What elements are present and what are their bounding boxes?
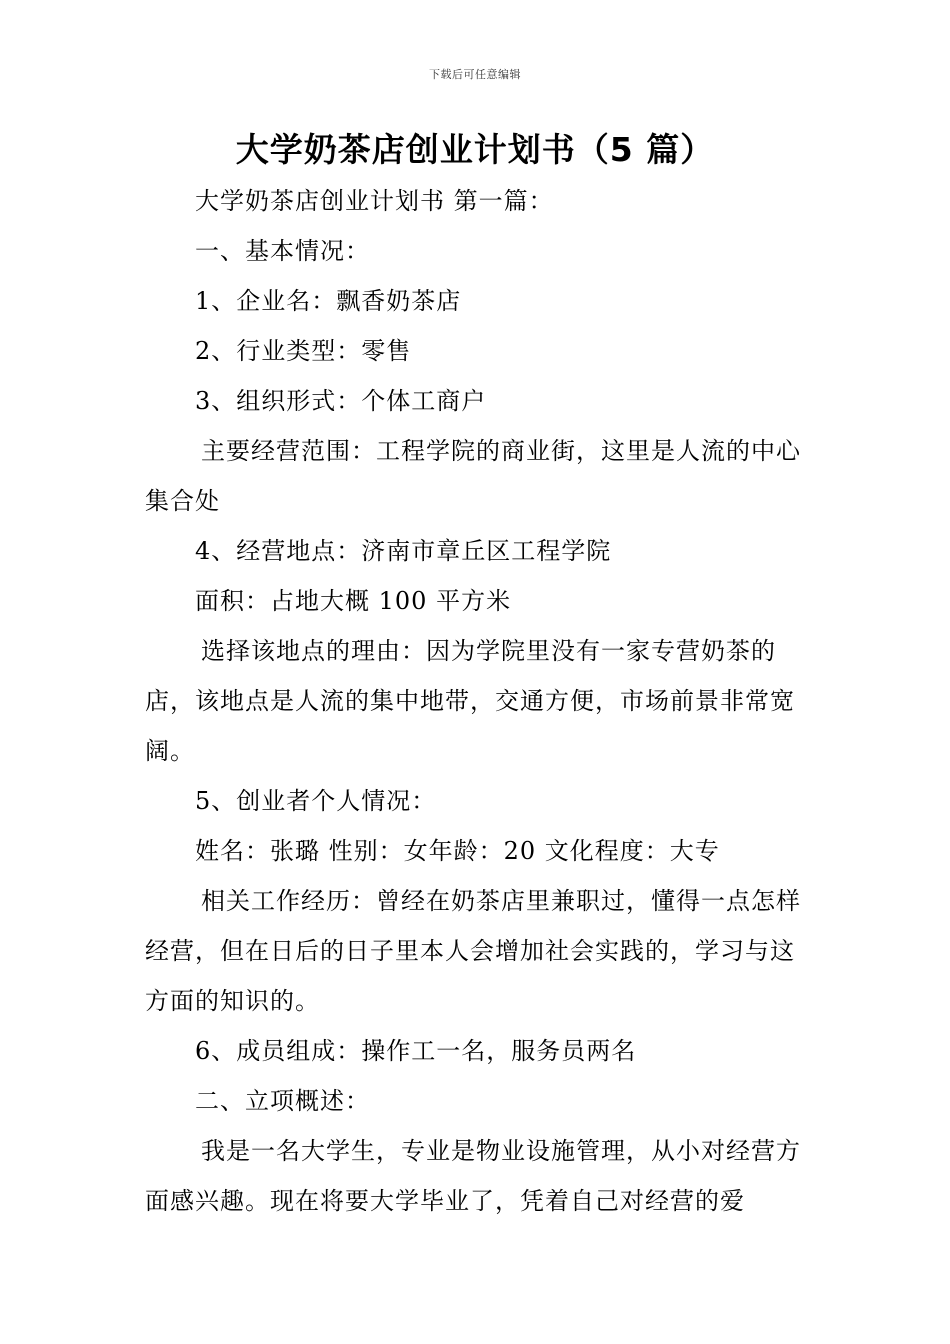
paragraph-founder-details: 姓名：张璐 性别：女年龄：20 文化程度：大专 <box>195 837 720 865</box>
paragraph-work-experience: 相关工作经历：曾经在奶茶店里兼职过，懂得一点怎样经营，但在日后的日子里本人会增加社会实践的，学习与这方面的知识的。 <box>145 887 801 1015</box>
paragraph-business-location: 4、经营地点：济南市章丘区工程学院 <box>195 537 612 565</box>
document-title: 大学奶茶店创业计划书（5 篇） <box>235 130 715 169</box>
paragraph-founder-heading: 5、创业者个人情况： <box>195 787 437 815</box>
paragraph-business-scope: 主要经营范围：工程学院的商业街，这里是人流的中心集合处 <box>145 437 801 515</box>
paragraph-area: 面积：占地大概 100 平方米 <box>195 587 512 615</box>
paragraph-project-overview: 我是一名大学生，专业是物业设施管理，从小对经营方面感兴趣。现在将要大学毕业了，凭着自己对经营的爱 <box>145 1137 801 1215</box>
paragraph-section-heading: 大学奶茶店创业计划书 第一篇： <box>195 187 554 215</box>
paragraph-project-overview-heading: 二、立项概述： <box>195 1087 370 1115</box>
paragraph-company-name: 1、企业名：飘香奶茶店 <box>195 287 462 315</box>
document-body <box>145 176 810 1226</box>
paragraph-industry-type: 2、行业类型：零售 <box>195 337 412 365</box>
header-note: 下载后可任意编辑 <box>429 68 521 81</box>
paragraph-basic-info-heading: 一、基本情况： <box>195 237 370 265</box>
paragraph-organization-form: 3、组织形式：个体工商户 <box>195 387 487 415</box>
paragraph-team-members: 6、成员组成：操作工一名，服务员两名 <box>195 1037 637 1065</box>
paragraph-location-reason: 选择该地点的理由：因为学院里没有一家专营奶茶的店，该地点是人流的集中地带，交通方便，市场前景非常宽阔。 <box>145 637 795 765</box>
